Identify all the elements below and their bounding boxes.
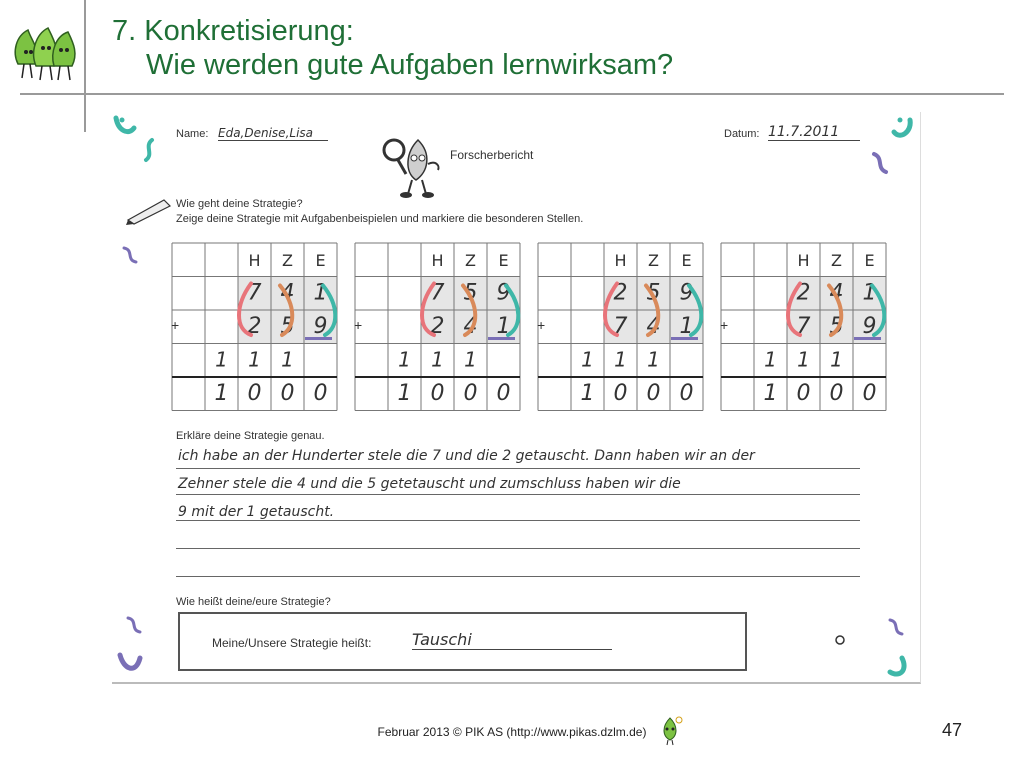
addition-grid xyxy=(354,242,521,412)
digit: 5 xyxy=(829,313,844,339)
column-header: E xyxy=(681,250,692,270)
plus-sign: + xyxy=(720,317,729,333)
ruled-line xyxy=(176,520,860,521)
strategy-question: Wie heißt deine/eure Strategie? xyxy=(176,596,331,608)
explanation-line-2: Zehner stele die 4 und die 5 getetauscht und zumschluss haben wir die xyxy=(178,476,681,492)
carry-digit: 1 xyxy=(464,347,477,372)
digit: 5 xyxy=(280,313,295,339)
carry-digit: 1 xyxy=(431,347,444,372)
sum-digit: 0 xyxy=(247,380,262,406)
sum-digit: 0 xyxy=(796,380,811,406)
column-header: Z xyxy=(282,250,293,270)
digit: 1 xyxy=(313,280,328,306)
column-header: E xyxy=(498,250,509,270)
sum-digit: 1 xyxy=(214,380,229,406)
digit: 4 xyxy=(829,280,844,306)
carry-digit: 1 xyxy=(248,347,261,372)
sum-digit: 0 xyxy=(280,380,295,406)
column-header: Z xyxy=(831,250,842,270)
footer-label: Februar 2013 © PIK AS (http://www.pikas.dzlm.de) xyxy=(377,725,647,739)
plus-sign: + xyxy=(171,317,180,333)
digit: 7 xyxy=(796,313,811,339)
column-header: E xyxy=(315,250,326,270)
plus-sign: + xyxy=(354,317,363,333)
strategy-value: Tauschi xyxy=(412,630,612,650)
carry-digit: 1 xyxy=(614,347,627,372)
sum-digit: 0 xyxy=(679,380,694,406)
digit: 1 xyxy=(496,313,511,339)
addition-grid xyxy=(537,242,704,412)
title-line-1: 7. Konkretisierung: xyxy=(112,15,354,47)
carry-digit: 1 xyxy=(215,347,228,372)
digit: 1 xyxy=(862,280,877,306)
prompt-line-1: Wie geht deine Strategie? xyxy=(176,198,303,210)
digit: 9 xyxy=(862,313,877,339)
ruled-line xyxy=(176,494,860,495)
digit: 7 xyxy=(613,313,628,339)
carry-digit: 1 xyxy=(797,347,810,372)
column-header: H xyxy=(614,250,627,270)
column-header: H xyxy=(431,250,444,270)
digit: 7 xyxy=(430,280,445,306)
sum-digit: 0 xyxy=(646,380,661,406)
digit: 2 xyxy=(796,280,811,306)
carry-digit: 1 xyxy=(830,347,843,372)
sum-digit: 0 xyxy=(613,380,628,406)
title-line-2: Wie werden gute Aufgaben lernwirksam? xyxy=(146,49,674,81)
plus-sign: + xyxy=(537,317,546,333)
carry-digit: 1 xyxy=(647,347,660,372)
sum-digit: 1 xyxy=(763,380,778,406)
sum-digit: 0 xyxy=(862,380,877,406)
addition-grid xyxy=(720,242,887,412)
name-label: Name: xyxy=(176,128,209,140)
worksheet-header-title: Forscherbericht xyxy=(450,148,534,162)
column-header: H xyxy=(248,250,261,270)
digit: 9 xyxy=(313,313,328,339)
strategy-label: Meine/Unsere Strategie heißt: xyxy=(212,636,372,650)
digit: 2 xyxy=(430,313,445,339)
ruled-line xyxy=(176,576,860,577)
digit: 2 xyxy=(613,280,628,306)
column-header: H xyxy=(797,250,810,270)
column-header: Z xyxy=(465,250,476,270)
ruled-line xyxy=(176,468,860,469)
carry-digit: 1 xyxy=(581,347,594,372)
digit: 4 xyxy=(463,313,478,339)
carry-digit: 1 xyxy=(281,347,294,372)
digit: 2 xyxy=(247,313,262,339)
sum-digit: 0 xyxy=(463,380,478,406)
digit: 9 xyxy=(496,280,511,306)
name-value: Eda,Denise,Lisa xyxy=(218,126,328,141)
footer-text xyxy=(0,725,1024,739)
sum-digit: 0 xyxy=(496,380,511,406)
sum-digit: 1 xyxy=(580,380,595,406)
explanation-line-3: 9 mit der 1 getauscht. xyxy=(178,504,335,520)
footer-mascot-icon xyxy=(656,716,684,746)
ruled-line xyxy=(176,548,860,549)
digit: 1 xyxy=(679,313,694,339)
sum-digit: 0 xyxy=(430,380,445,406)
column-header: Z xyxy=(648,250,659,270)
column-header: E xyxy=(864,250,875,270)
carry-digit: 1 xyxy=(764,347,777,372)
sum-digit: 1 xyxy=(397,380,412,406)
addition-grid xyxy=(171,242,338,412)
sum-digit: 0 xyxy=(313,380,328,406)
digit: 7 xyxy=(247,280,262,306)
date-value: 11.7.2011 xyxy=(768,124,860,141)
digit: 5 xyxy=(646,280,661,306)
prompt-line-2: Zeige deine Strategie mit Aufgabenbeispielen und markiere die besonderen Stellen. xyxy=(176,213,584,225)
carry-digit: 1 xyxy=(398,347,411,372)
explain-label: Erkläre deine Strategie genau. xyxy=(176,430,325,442)
sum-digit: 0 xyxy=(829,380,844,406)
digit: 9 xyxy=(679,280,694,306)
explanation-line-1: ich habe an der Hunderter stele die 7 und die 2 getauscht. Dann haben wir an der xyxy=(178,448,755,464)
date-label: Datum: xyxy=(724,128,760,140)
digit: 4 xyxy=(280,280,295,306)
digit: 4 xyxy=(646,313,661,339)
digit: 5 xyxy=(463,280,478,306)
page-number: 47 xyxy=(942,720,963,740)
